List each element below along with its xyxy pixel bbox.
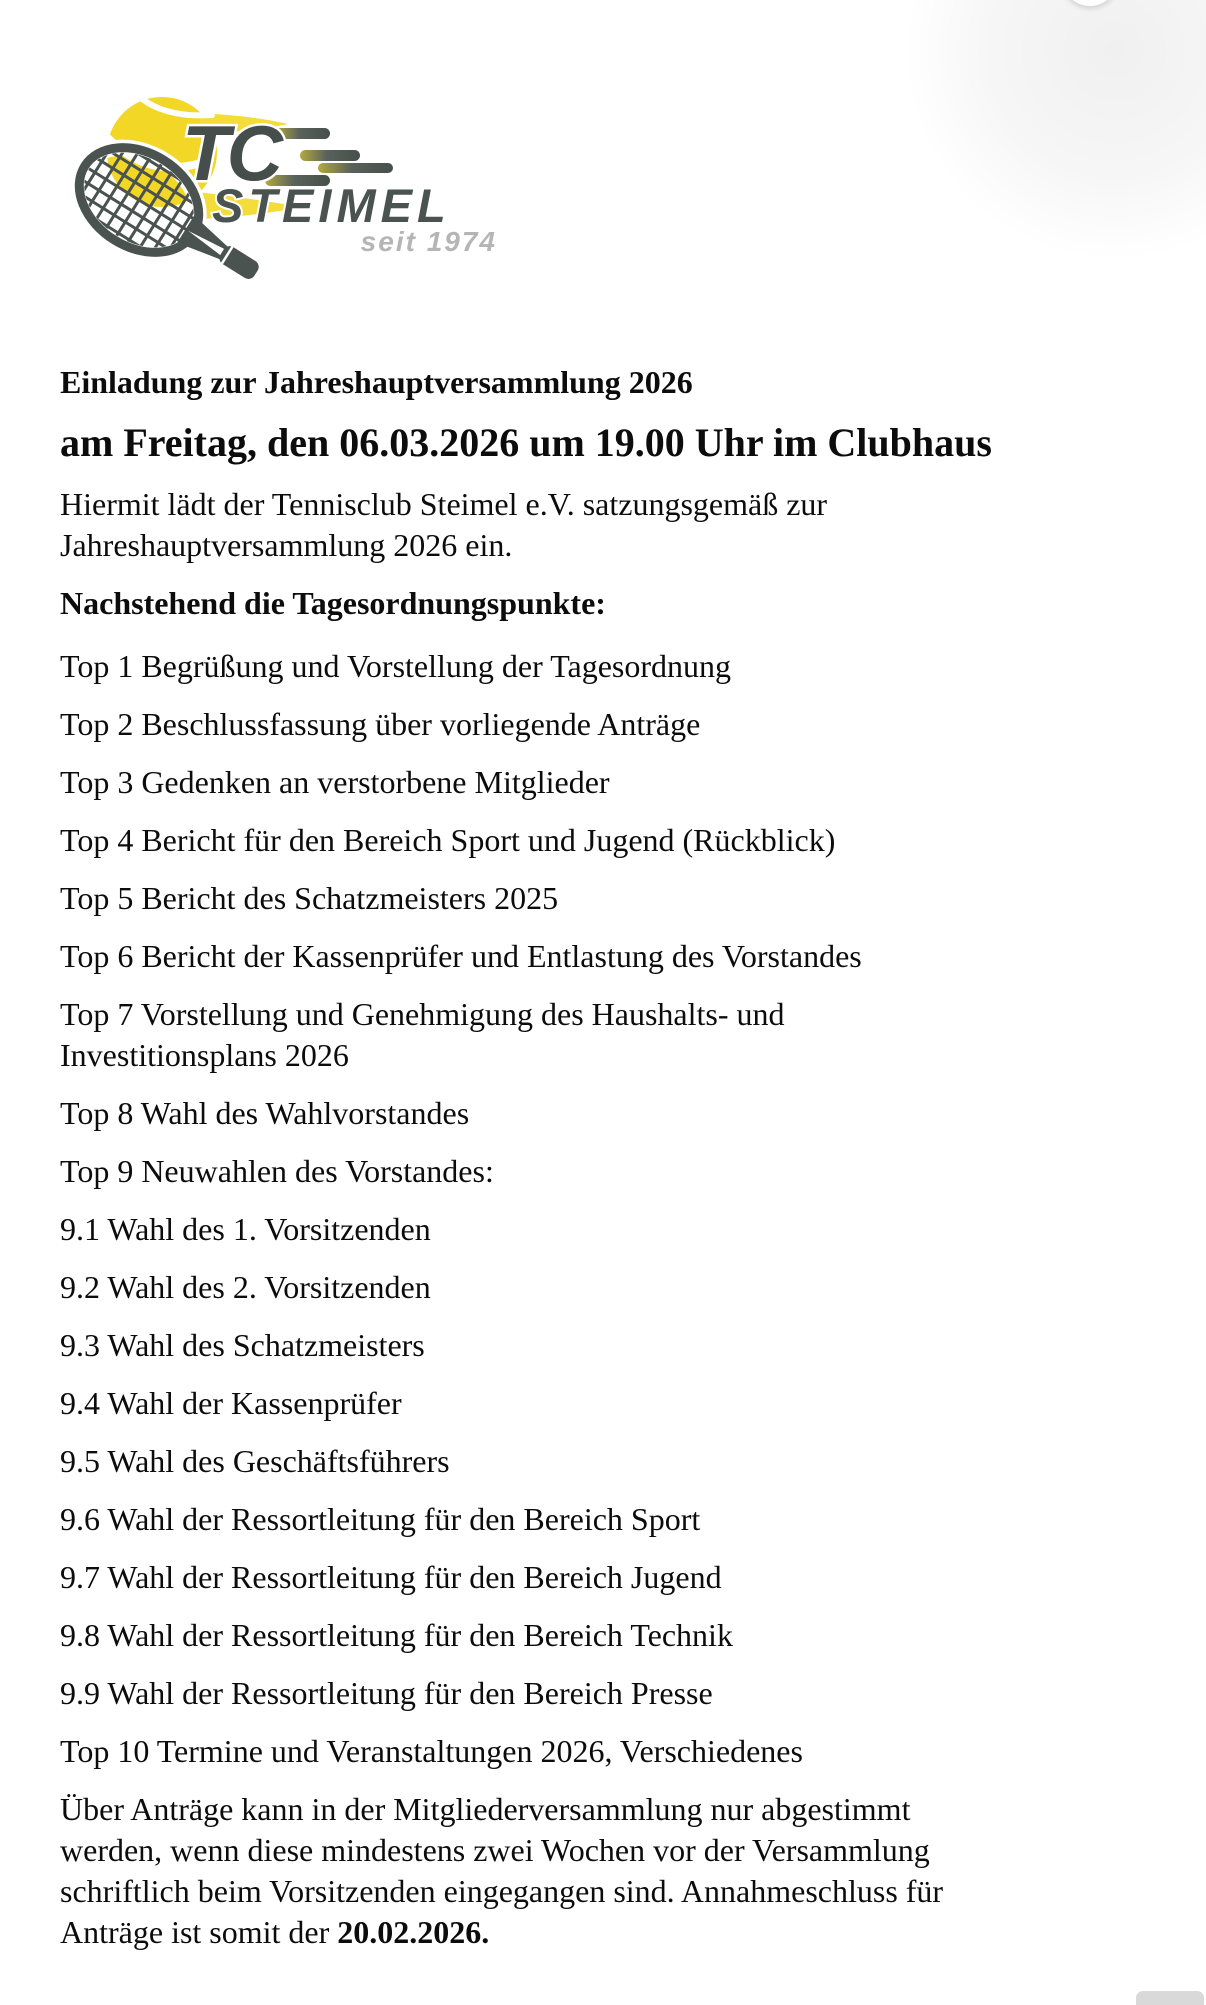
document-body (60, 362, 1130, 1953)
agenda-item (60, 1267, 1130, 1308)
invitation-datetime: am Freitag, den 06.03.2026 um 19.00 Uhr im Clubhaus (60, 420, 992, 465)
agenda-item (60, 820, 1130, 861)
agenda-item-line: Top 4 Bericht für den Bereich Sport und Jugend (Rückblick) (60, 822, 836, 858)
agenda-item-line: 9.2 Wahl des 2. Vorsitzenden (60, 1269, 431, 1305)
agenda-item (60, 994, 1130, 1076)
agenda-item (60, 1731, 1130, 1772)
closing-line: werden, wenn diese mindestens zwei Wochen vor der Versammlung (60, 1832, 930, 1868)
agenda-item (60, 1209, 1130, 1250)
agenda-item-line: 9.6 Wahl der Ressortleitung für den Bereich Sport (60, 1501, 701, 1537)
agenda-item-line: Top 9 Neuwahlen des Vorstandes: (60, 1153, 494, 1189)
agenda-list (60, 646, 1130, 1772)
intro-line: Hiermit lädt der Tennisclub Steimel e.V. satzungsgemäß zur (60, 486, 828, 522)
agenda-item (60, 1151, 1130, 1192)
agenda-item-line: 9.1 Wahl des 1. Vorsitzenden (60, 1211, 431, 1247)
agenda-item-line: 9.5 Wahl des Geschäftsführers (60, 1443, 450, 1479)
agenda-item (60, 1673, 1130, 1714)
closing-line (60, 1912, 1130, 1953)
agenda-item (60, 704, 1130, 745)
deadline-date: 20.02.2026. (337, 1914, 490, 1950)
agenda-item (60, 1383, 1130, 1424)
closing-line: schriftlich beim Vorsitzenden eingegangen sind. Annahmeschluss für (60, 1873, 944, 1909)
agenda-item-line: 9.3 Wahl des Schatzmeisters (60, 1327, 425, 1363)
agenda-item (60, 1441, 1130, 1482)
agenda-heading: Nachstehend die Tagesordnungspunkte: (60, 585, 606, 621)
agenda-item (60, 1615, 1130, 1656)
intro-line: Jahreshauptversammlung 2026 ein. (60, 527, 513, 563)
closing-line-text: Anträge ist somit der (60, 1914, 338, 1950)
agenda-item-line: 9.4 Wahl der Kassenprüfer (60, 1385, 402, 1421)
intro-paragraph (60, 484, 1130, 566)
agenda-item (60, 936, 1130, 977)
agenda-item (60, 1325, 1130, 1366)
agenda-item (60, 762, 1130, 803)
agenda-item-line: Top 7 Vorstellung und Genehmigung des Haushalts- und (60, 996, 785, 1032)
agenda-item-line: 9.9 Wahl der Ressortleitung für den Bereich Presse (60, 1675, 713, 1711)
agenda-item (60, 1499, 1130, 1540)
agenda-item-line: Top 6 Bericht der Kassenprüfer und Entlastung des Vorstandes (60, 938, 862, 974)
closing-paragraph (60, 1789, 1130, 1953)
invitation-title: Einladung zur Jahreshauptversammlung 2026 (60, 364, 693, 400)
club-logo (50, 88, 530, 278)
pull-refresh-circle (1062, 0, 1118, 6)
top-right-glow (895, 0, 1206, 270)
logo-tc-text: TC (182, 109, 280, 197)
agenda-item-line: Top 2 Beschlussfassung über vorliegende Anträge (60, 706, 701, 742)
agenda-item-line: Top 8 Wahl des Wahlvorstandes (60, 1095, 470, 1131)
agenda-item-line: Top 10 Termine und Veranstaltungen 2026, Verschiedenes (60, 1733, 803, 1769)
agenda-item (60, 878, 1130, 919)
logo-tagline-text: seit 1974 (360, 226, 497, 257)
agenda-item (60, 1093, 1130, 1134)
closing-line: Über Anträge kann in der Mitgliederversammlung nur abgestimmt (60, 1791, 911, 1827)
agenda-item (60, 1557, 1130, 1598)
agenda-item-line: 9.7 Wahl der Ressortleitung für den Bereich Jugend (60, 1559, 722, 1595)
logo-name-text: STEIMEL (212, 179, 451, 232)
agenda-item-line: Top 1 Begrüßung und Vorstellung der Tagesordnung (60, 648, 732, 684)
speed-lines-icon (265, 128, 393, 186)
agenda-item-line: Top 3 Gedenken an verstorbene Mitglieder (60, 764, 610, 800)
agenda-item-line: Investitionsplans 2026 (60, 1037, 349, 1073)
agenda-item (60, 646, 1130, 687)
agenda-item-line: 9.8 Wahl der Ressortleitung für den Bereich Technik (60, 1617, 733, 1653)
bottom-edge-element (1136, 1991, 1204, 2005)
agenda-item-line: Top 5 Bericht des Schatzmeisters 2025 (60, 880, 559, 916)
